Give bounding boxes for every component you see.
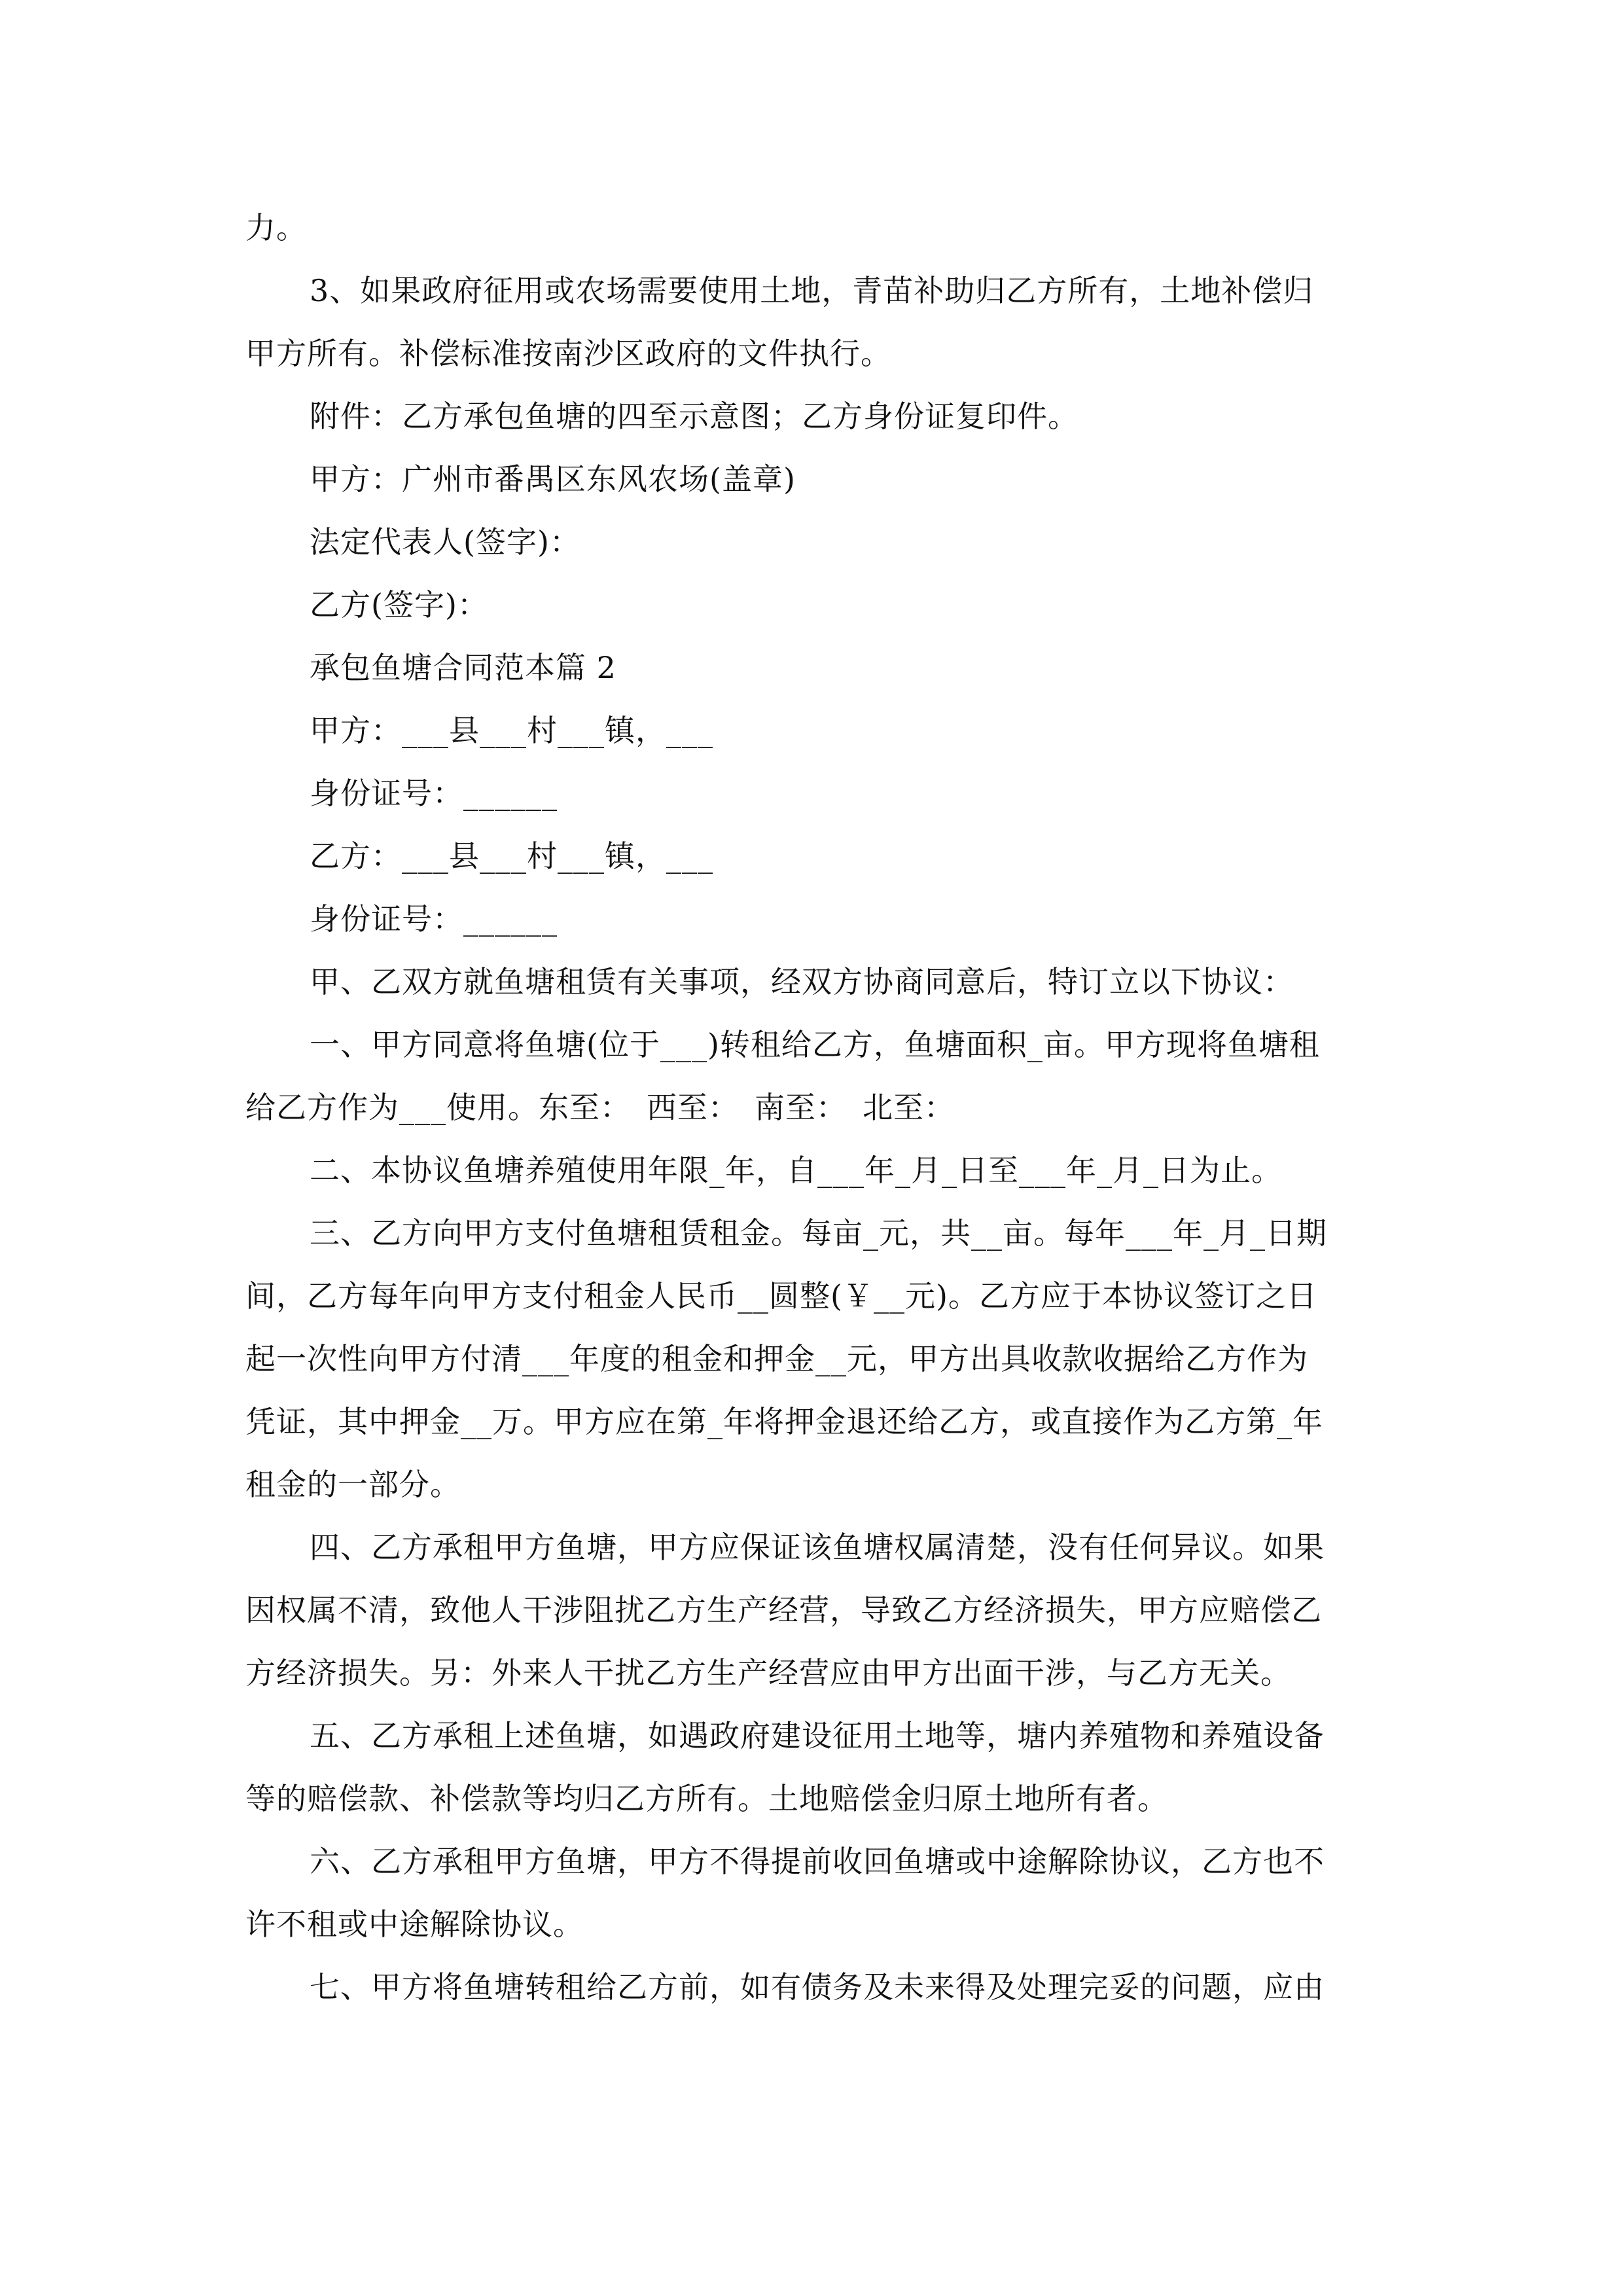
text-line: 七、甲方将鱼塘转租给乙方前，如有债务及未来得及处理完妥的问题，应由 xyxy=(310,1969,1325,2005)
text-line: 3、如果政府征用或农场需要使用土地，青苗补助归乙方所有，土地补偿归 xyxy=(310,273,1314,308)
text-line: 六、乙方承租甲方鱼塘，甲方不得提前收回鱼塘或中途解除协议，乙方也不 xyxy=(310,1844,1325,1879)
document-body xyxy=(245,196,1378,2018)
text-line: 等的赔偿款、补偿款等均归乙方所有。土地赔偿金归原土地所有者。 xyxy=(245,1781,1168,1816)
text-line: 甲方所有。补偿标准按南沙区政府的文件执行。 xyxy=(245,336,891,371)
text-line: 甲、乙双方就鱼塘租赁有关事项，经双方协商同意后，特订立以下协议： xyxy=(310,964,1294,999)
text-line: 许不租或中途解除协议。 xyxy=(245,1907,584,1942)
text-line: 给乙方作为___使用。东至： 西至： 南至： 北至： xyxy=(245,1090,955,1125)
text-line: 五、乙方承租上述鱼塘，如遇政府建设征用土地等，塘内养殖物和养殖设备 xyxy=(310,1718,1325,1753)
text-line: 身份证号：______ xyxy=(310,776,558,811)
text-line: 四、乙方承租甲方鱼塘，甲方应保证该鱼塘权属清楚，没有任何异议。如果 xyxy=(310,1530,1325,1565)
text-line: 甲方：广州市番禺区东风农场(盖章) xyxy=(310,461,796,497)
text-line: 因权属不清，致他人干涉阻扰乙方生产经营，导致乙方经济损失，甲方应赔偿乙 xyxy=(245,1592,1322,1628)
text-line: 三、乙方向甲方支付鱼塘租赁租金。每亩_元，共__亩。每年___年_月_日期 xyxy=(310,1215,1327,1251)
text-line: 法定代表人(签字)： xyxy=(310,524,580,560)
text-line: 身份证号：______ xyxy=(310,901,558,937)
section-heading: 承包鱼塘合同范本篇 2 xyxy=(310,650,616,685)
text-line: 力。 xyxy=(245,210,307,245)
text-line: 甲方：___县___村___镇，___ xyxy=(310,713,713,748)
text-line: 二、本协议鱼塘养殖使用年限_年，自___年_月_日至___年_月_日为止。 xyxy=(310,1153,1282,1188)
text-line: 凭证，其中押金__万。甲方应在第_年将押金退还给乙方，或直接作为乙方第_年 xyxy=(245,1404,1323,1439)
text-line: 乙方：___县___村___镇，___ xyxy=(310,838,713,874)
text-line: 一、甲方同意将鱼塘(位于___)转租给乙方，鱼塘面积_亩。甲方现将鱼塘租 xyxy=(310,1027,1320,1062)
text-line: 乙方(签字)： xyxy=(310,587,488,622)
text-line: 租金的一部分。 xyxy=(245,1467,461,1502)
text-line: 起一次性向甲方付清___年度的租金和押金__元，甲方出具收款收据给乙方作为 xyxy=(245,1341,1308,1376)
text-line: 间，乙方每年向甲方支付租金人民币__圆整(￥__元)。乙方应于本协议签订之日 xyxy=(245,1278,1317,1314)
text-line: 附件：乙方承包鱼塘的四至示意图；乙方身份证复印件。 xyxy=(310,399,1079,434)
text-line: 方经济损失。另：外来人干扰乙方生产经营应由甲方出面干涉，与乙方无关。 xyxy=(245,1655,1291,1691)
